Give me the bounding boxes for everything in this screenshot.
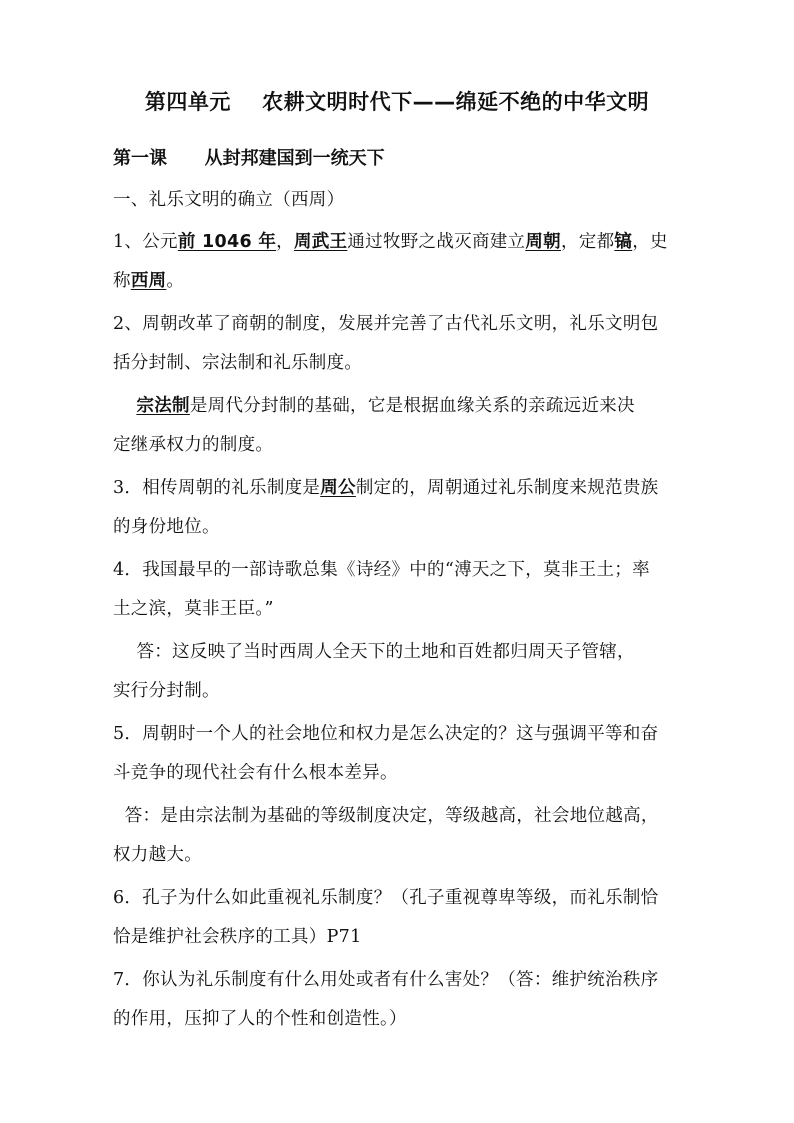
text: 制定的，周朝通过礼乐制度来规范贵族 [355,478,659,498]
text: 是周代分封制的基础，它是根据血缘关系的亲疏远近来决 [189,396,635,416]
text: 。 [166,271,185,291]
paragraph-8-line-1: 7．你认为礼乐制度有什么用处或者有什么害处？（答：维护统治秩序 [113,970,659,990]
key-term-king: 周武王 [293,232,348,252]
paragraph-6-line-3: 答：是由宗法制为基础的等级制度决定，等级越高，社会地位越高， [113,806,659,826]
section-heading: 一、礼乐文明的确立（西周） [113,190,345,210]
paragraph-8-line-2: 的作用，压抑了人的个性和创造性。） [113,1009,407,1029]
paragraph-3-line-2: 定继承权力的制度。 [113,435,274,455]
paragraph-4-line-1 [113,474,658,499]
paragraph-5-line-2: 土之滨，莫非王臣。” [113,599,274,619]
key-term-western-zhou: 西周 [130,271,167,291]
paragraph-6-line-4: 权力越大。 [113,845,202,865]
paragraph-5-line-4: 实行分封制。 [113,681,220,701]
text: ， [276,232,294,252]
paragraph-7-line-1: 6．孔子为什么如此重视礼乐制度？（孔子重视尊卑等级，而礼乐制恰 [113,888,659,908]
key-term-year: 前 1046 年 [177,232,277,252]
text: ，史 [632,232,668,252]
paragraph-2-line-1: 2、周朝改革了商朝的制度，发展并完善了古代礼乐文明，礼乐文明包 [113,314,659,334]
paragraph-1-line-1 [113,228,668,253]
key-term-patriarchal: 宗法制 [136,396,190,416]
paragraph-3-line-1 [113,392,635,417]
paragraph-6-line-1: 5．周朝时一个人的社会地位和权力是怎么决定的？这与强调平等和奋 [113,724,659,744]
lesson-heading: 第一课 从封邦建国到一统天下 [113,148,385,169]
key-term-duke-zhou: 周公 [320,478,356,498]
text: 1、公元 [113,232,178,252]
paragraph-6-line-2: 斗竞争的现代社会有什么根本差异。 [113,763,398,783]
key-term-capital: 镐 [614,232,633,252]
paragraph-7-line-2: 恰是维护社会秩序的工具）P71 [113,927,362,947]
paragraph-5-line-1: 4．我国最早的一部诗歌总集《诗经》中的“溥天之下，莫非王土；率 [113,560,650,580]
text: 通过牧野之战灭商建立 [347,232,526,252]
key-term-dynasty: 周朝 [525,232,561,252]
paragraph-1-line-2 [113,267,184,292]
indent [113,396,136,416]
paragraph-2-line-2: 括分封制、宗法制和礼乐制度。 [113,353,363,373]
paragraph-5-line-3: 答：这反映了当时西周人全天下的土地和百姓都归周天子管辖， [113,642,635,662]
text: 称 [113,271,131,291]
text: 3．相传周朝的礼乐制度是 [113,478,321,498]
text: ，定都 [560,232,615,252]
paragraph-4-line-2: 的身份地位。 [113,517,220,537]
unit-title: 第四单元 农耕文明时代下——绵延不绝的中华文明 [144,90,650,114]
